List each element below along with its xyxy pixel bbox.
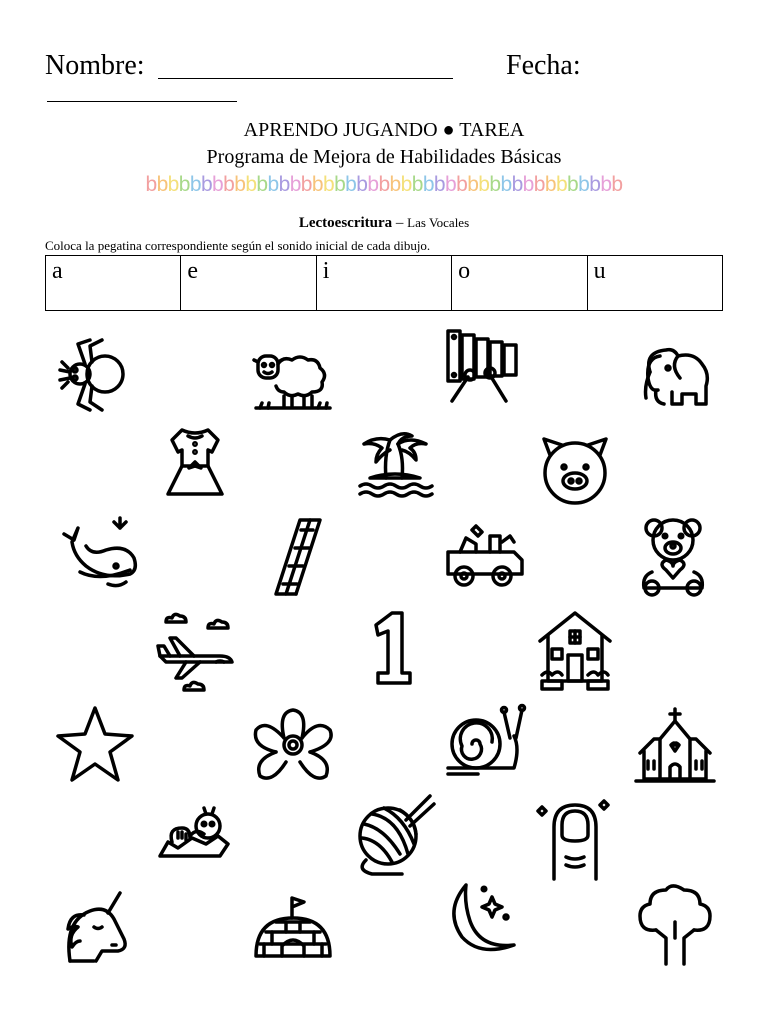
star-icon — [50, 700, 140, 790]
rainbow-letter: b — [356, 173, 368, 196]
rainbow-letter: b — [422, 173, 434, 196]
spider-icon — [50, 332, 140, 422]
rainbow-text — [0, 172, 768, 197]
rainbow-letter: b — [212, 173, 224, 196]
xylophone-icon — [440, 325, 530, 415]
instruction-text: Coloca la pegatina correspondiente según el sonido inicial de cada dibujo. — [45, 238, 431, 253]
church-icon — [630, 705, 720, 795]
airplane-icon — [150, 608, 240, 698]
rainbow-letter: b — [245, 173, 257, 196]
island-icon — [350, 418, 440, 508]
teddy-bear-icon — [630, 512, 720, 602]
rainbow-letter: b — [522, 173, 534, 196]
rainbow-letter: b — [200, 173, 213, 196]
rainbow-letter: b — [334, 173, 346, 196]
rainbow-letter: b — [600, 173, 612, 196]
rainbow-letter: b — [300, 173, 312, 196]
rainbow-letter: b — [511, 173, 523, 196]
vowel-cell-a[interactable]: a — [46, 256, 181, 311]
section-heading-dash: – — [392, 215, 408, 231]
flower-icon — [248, 700, 338, 790]
rainbow-letter: b — [322, 173, 335, 196]
section-heading — [0, 215, 768, 232]
title-line2: Programa de Mejora de Habilidades Básicas — [206, 146, 562, 168]
unicorn-icon — [50, 885, 140, 975]
rainbow-letter: b — [189, 173, 201, 196]
rainbow-letter: b — [467, 173, 479, 196]
rainbow-letter: b — [533, 173, 545, 196]
rainbow-letter: b — [578, 173, 590, 196]
rainbow-letter: b — [311, 173, 323, 196]
rainbow-letter: b — [445, 173, 457, 196]
rainbow-letter: b — [367, 173, 379, 196]
rainbow-letter: b — [611, 173, 623, 196]
rainbow-letter: b — [167, 173, 179, 196]
vowel-cell-o[interactable]: o — [452, 256, 587, 311]
vowel-cell-i[interactable]: i — [316, 256, 451, 311]
rainbow-letter: b — [145, 173, 157, 196]
rainbow-letter: b — [223, 173, 235, 196]
igloo-icon — [248, 890, 338, 980]
rainbow-letter: b — [234, 173, 246, 196]
title-line1: APRENDO JUGANDO ● TAREA — [243, 119, 525, 141]
pig-icon — [530, 425, 620, 515]
rainbow-letter: b — [178, 173, 190, 196]
rainbow-letter: b — [589, 173, 601, 196]
rainbow-letter: b — [544, 173, 556, 196]
yarn-icon — [350, 790, 440, 880]
section-heading-sub: Las Vocales — [407, 215, 470, 230]
ladder-icon — [248, 512, 338, 602]
vowel-cell-u[interactable]: u — [587, 256, 722, 311]
date-label: Fecha: — [506, 50, 581, 81]
whale-icon — [50, 512, 140, 602]
rainbow-letter: b — [489, 173, 501, 196]
sheep-icon — [248, 332, 338, 422]
tree-icon — [630, 880, 720, 970]
toy-car-icon — [440, 512, 530, 602]
rainbow-letter: b — [345, 173, 357, 196]
rainbow-letter: b — [378, 173, 390, 196]
fingernail-icon — [530, 795, 620, 885]
rainbow-letter: b — [278, 173, 290, 196]
rainbow-letter: b — [389, 173, 401, 196]
snail-icon — [440, 698, 530, 788]
rainbow-letter: b — [256, 173, 268, 196]
rainbow-letter: b — [567, 173, 579, 196]
rainbow-letter: b — [400, 173, 412, 196]
rainbow-letter: b — [500, 173, 512, 196]
vowel-cell-e[interactable]: e — [181, 256, 316, 311]
rainbow-letter: b — [478, 173, 490, 196]
rainbow-letter: b — [289, 173, 301, 196]
elephant-icon — [630, 332, 720, 422]
house-icon — [530, 605, 620, 695]
rainbow-letter: b — [555, 173, 568, 196]
date-field[interactable] — [47, 101, 237, 102]
rainbow-letter: b — [456, 173, 468, 196]
vowel-table — [45, 255, 723, 311]
rainbow-letter: b — [411, 173, 423, 196]
rainbow-letter: b — [156, 173, 168, 196]
name-field[interactable] — [158, 78, 453, 79]
rainbow-letter: b — [433, 173, 446, 196]
number-one-icon — [350, 605, 440, 695]
rainbow-letter: b — [267, 173, 279, 196]
section-heading-bold: Lectoescritura — [298, 215, 393, 231]
dress-icon — [150, 418, 240, 508]
moon-icon — [440, 875, 530, 965]
name-label: Nombre: — [45, 50, 145, 81]
worm-icon — [150, 800, 240, 890]
